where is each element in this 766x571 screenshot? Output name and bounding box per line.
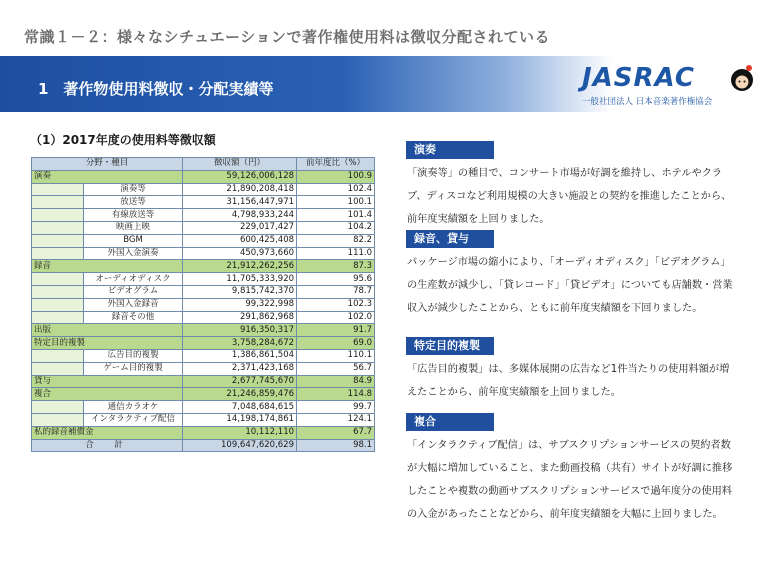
amount-cell: 4,798,933,244 [183, 209, 297, 222]
category-label: 特定目的複製 [32, 337, 183, 350]
ratio-cell: 91.7 [297, 324, 375, 337]
amount-cell: 291,862,968 [183, 311, 297, 324]
ratio-cell: 99.7 [297, 401, 375, 414]
category-label: 録音 [32, 260, 183, 273]
subcategory-label: インタラクティブ配信 [84, 413, 183, 426]
indent-cell [32, 183, 84, 196]
category-label: 私的録音補償金 [32, 426, 183, 439]
subcategory-label: 有線放送等 [84, 209, 183, 222]
ratio-cell: 111.0 [297, 247, 375, 260]
ratio-cell: 69.0 [297, 337, 375, 350]
subcategory-label: 広告目的複製 [84, 349, 183, 362]
table-row [32, 183, 375, 196]
ratio-cell: 98.1 [297, 439, 375, 452]
indent-cell [32, 209, 84, 222]
indent-cell [32, 221, 84, 234]
ratio-cell: 110.1 [297, 349, 375, 362]
ratio-cell: 56.7 [297, 362, 375, 375]
indent-cell [32, 234, 84, 247]
section-label-recording-rental: 録音、貸与 [406, 230, 494, 248]
category-label: 貸与 [32, 375, 183, 388]
total-label: 合 計 [32, 439, 183, 452]
indent-cell [32, 413, 84, 426]
amount-cell: 109,647,620,629 [183, 439, 297, 452]
banner-title: 1 著作物使用料徴収・分配実績等 [38, 80, 274, 98]
amount-cell: 1,386,861,504 [183, 349, 297, 362]
indent-cell [32, 298, 84, 311]
amount-cell: 2,371,423,168 [183, 362, 297, 375]
mascot-icon [729, 63, 755, 93]
fee-table [31, 157, 375, 452]
indent-cell [32, 273, 84, 286]
logo-subtitle: 一般社団法人 日本音楽著作権協会 [582, 97, 713, 107]
indent-cell [32, 362, 84, 375]
logo-wordmark: JASRAC [582, 63, 695, 93]
subcategory-label: 演奏等 [84, 183, 183, 196]
amount-cell: 450,973,660 [183, 247, 297, 260]
section-text-performance: 「演奏等」の種目で、コンサート市場が好調を維持し、ホテルやクラブ、ディスコなど利用規模の大きい施設との契約を推進したことから、前年度実績額を上回りました。 [407, 168, 732, 225]
amount-cell: 21,246,859,476 [183, 388, 297, 401]
subcategory-label: 映画上映 [84, 221, 183, 234]
ratio-cell: 114.8 [297, 388, 375, 401]
ratio-cell: 124.1 [297, 413, 375, 426]
subcategory-label: 放送等 [84, 196, 183, 209]
subcategory-label: オーディオディスク [84, 273, 183, 286]
subcategory-label: 録音その他 [84, 311, 183, 324]
amount-cell: 14,198,174,861 [183, 413, 297, 426]
section-text-recording-rental: パッケージ市場の縮小により、「オーディオディスク」「ビデオグラム」の生産数が減少し、「貸レコード」「貸ビデオ」についても店舗数・営業収入が減少したことから、ともに前年度実績額を下回りました。 [407, 257, 733, 314]
table-row [32, 439, 375, 452]
table-row [32, 401, 375, 414]
section-text-composite: 「インタラクティブ配信」は、サブスクリプションサービスの契約者数が大幅に増加していること、また動画投稿（共有）サイトが好調に推移したことや複数の動画サブスクリプションサービスで過年度分の使用料の入金があったことなどから、前年度実績額を大幅に上回りました。 [407, 440, 733, 520]
category-label: 複合 [32, 388, 183, 401]
ratio-cell: 82.2 [297, 234, 375, 247]
indent-cell [32, 401, 84, 414]
table-row [32, 285, 375, 298]
ratio-cell: 84.9 [297, 375, 375, 388]
amount-cell: 916,350,317 [183, 324, 297, 337]
subcategory-label: 通信カラオケ [84, 401, 183, 414]
ratio-cell: 78.7 [297, 285, 375, 298]
table-row [32, 324, 375, 337]
amount-cell: 99,322,998 [183, 298, 297, 311]
table-header-row [32, 158, 375, 171]
section-text-specific-reproduction: 「広告目的複製」は、多媒体展開の広告など1件当たりの使用料額が増えたことから、前年度実績額を上回りました。 [407, 364, 730, 398]
ratio-cell: 102.3 [297, 298, 375, 311]
amount-cell: 11,705,333,920 [183, 273, 297, 286]
table-row [32, 170, 375, 183]
indent-cell [32, 311, 84, 324]
amount-cell: 21,912,262,256 [183, 260, 297, 273]
table-title: （1）2017年度の使用料等徴収額 [30, 133, 216, 147]
amount-cell: 7,048,684,615 [183, 401, 297, 414]
indent-cell [32, 285, 84, 298]
amount-cell: 9,815,742,370 [183, 285, 297, 298]
table-row [32, 247, 375, 260]
ratio-cell: 100.9 [297, 170, 375, 183]
amount-cell: 3,758,284,672 [183, 337, 297, 350]
subcategory-label: 外国入金演奏 [84, 247, 183, 260]
table-row [32, 221, 375, 234]
ratio-cell: 102.4 [297, 183, 375, 196]
amount-cell: 59,126,006,128 [183, 170, 297, 183]
section-label-composite: 複合 [406, 413, 494, 431]
column-header: 徴収額（円） [183, 158, 297, 171]
page-heading: 常識１－２：様々なシチュエーションで著作権使用料は徴収分配されている [24, 28, 550, 46]
amount-cell: 600,425,408 [183, 234, 297, 247]
subcategory-label: 外国入金録音 [84, 298, 183, 311]
table-row [32, 388, 375, 401]
ratio-cell: 67.7 [297, 426, 375, 439]
indent-cell [32, 196, 84, 209]
ratio-cell: 87.3 [297, 260, 375, 273]
table-row [32, 260, 375, 273]
table-row [32, 413, 375, 426]
amount-cell: 229,017,427 [183, 221, 297, 234]
table-row [32, 196, 375, 209]
table-row [32, 362, 375, 375]
subcategory-label: BGM [84, 234, 183, 247]
table-row [32, 234, 375, 247]
section-label-specific-reproduction: 特定目的複製 [406, 337, 494, 355]
table-row [32, 337, 375, 350]
jasrac-logo [582, 63, 757, 109]
amount-cell: 10,112,110 [183, 426, 297, 439]
table-row [32, 311, 375, 324]
section-label-performance: 演奏 [406, 141, 494, 159]
table-row [32, 273, 375, 286]
category-label: 演奏 [32, 170, 183, 183]
table-row [32, 298, 375, 311]
column-header: 前年度比（%） [297, 158, 375, 171]
amount-cell: 21,890,208,418 [183, 183, 297, 196]
amount-cell: 31,156,447,971 [183, 196, 297, 209]
subcategory-label: ビデオグラム [84, 285, 183, 298]
table-row [32, 426, 375, 439]
table-row [32, 209, 375, 222]
indent-cell [32, 247, 84, 260]
category-label: 出版 [32, 324, 183, 337]
table-row [32, 349, 375, 362]
subcategory-label: ゲーム目的複製 [84, 362, 183, 375]
ratio-cell: 102.0 [297, 311, 375, 324]
column-header: 分野・種目 [32, 158, 183, 171]
indent-cell [32, 349, 84, 362]
ratio-cell: 95.6 [297, 273, 375, 286]
amount-cell: 2,677,745,670 [183, 375, 297, 388]
ratio-cell: 104.2 [297, 221, 375, 234]
ratio-cell: 100.1 [297, 196, 375, 209]
ratio-cell: 101.4 [297, 209, 375, 222]
table-row [32, 375, 375, 388]
